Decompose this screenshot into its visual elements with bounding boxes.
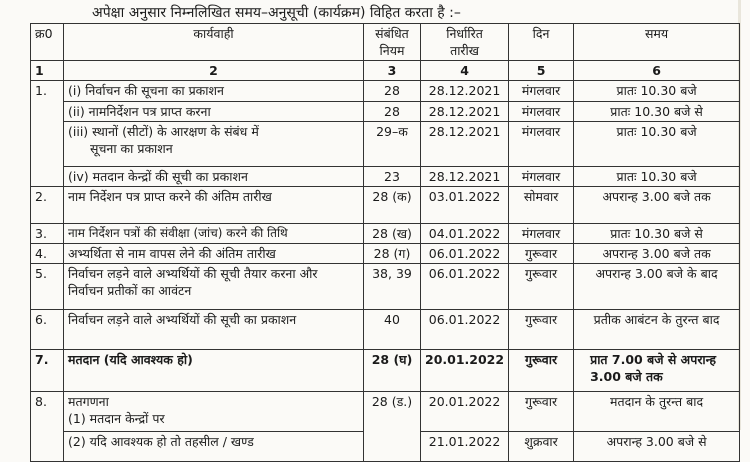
day: मंगलवार [509, 224, 574, 244]
date: 04.01.2022 [421, 224, 509, 244]
action-line1: मतगणना [68, 394, 109, 409]
serial: 4. [31, 244, 64, 264]
serial: 3. [31, 224, 64, 244]
time: अपरान्ह 3.00 बजे तक [574, 244, 740, 264]
col-num: 1 [31, 61, 64, 81]
action: मतदान (यदि आवश्यक हो) [64, 350, 364, 392]
action: (iv) मतदान केन्द्रों की सूची का प्रकाशन [64, 167, 364, 187]
header-serial: क्र0 [31, 24, 64, 61]
serial: 8. [31, 392, 64, 462]
action: (2) यदि आवश्यक हो तो तहसील / खण्ड [64, 432, 364, 462]
header-rule [364, 24, 421, 61]
schedule-table [30, 23, 740, 462]
table-row [31, 122, 740, 167]
table-row [31, 310, 740, 350]
action-line2: सूचना का प्रकाशन [90, 141, 173, 156]
date: 20.01.2022 [421, 392, 509, 432]
table-row [31, 392, 740, 432]
date: 28.12.2021 [421, 81, 509, 102]
header-day: दिन [509, 24, 574, 61]
rule: 38, 39 [364, 264, 421, 310]
time: अपरान्ह 3.00 बजे के बाद [574, 264, 740, 310]
date: 21.01.2022 [421, 432, 509, 462]
col-num: 2 [64, 61, 364, 81]
day: सोमवार [509, 187, 574, 224]
date: 03.01.2022 [421, 187, 509, 224]
day: मंगलवार [509, 102, 574, 122]
rule: 28 [364, 102, 421, 122]
col-num: 5 [509, 61, 574, 81]
time: प्रातः 10.30 बजे [574, 167, 740, 187]
day: गुरूवार [509, 244, 574, 264]
time: मतदान के तुरन्त बाद [574, 392, 740, 432]
table-row [31, 167, 740, 187]
table-row [31, 187, 740, 224]
day: शुक्रवार [509, 432, 574, 462]
header-action: कार्यवाही [64, 24, 364, 61]
table-row [31, 81, 740, 102]
time: प्रातः 10.30 बजे [574, 122, 740, 167]
time: अपरान्ह 3.00 बजे से [574, 432, 740, 462]
rule: 28 (क) [364, 187, 421, 224]
col-num: 4 [421, 61, 509, 81]
table-row [31, 264, 740, 310]
header-rule-line2: नियम [379, 43, 405, 58]
action: नाम निर्देशन पत्र प्राप्त करने की अंतिम तारीख [64, 187, 364, 224]
date: 06.01.2022 [421, 310, 509, 350]
intro-text: अपेक्षा अनुसार निम्नलिखित समय–अनुसूची (कार्यक्रम) विहित करता है :– [92, 5, 461, 21]
action-line1: (iii) स्थानों (सीटों) के आरक्षण के संबंध में [68, 124, 259, 139]
action: निर्वाचन लड़ने वाले अभ्यर्थियों की सूची तैयार करना और निर्वाचन प्रतीकों का आवंटन [64, 264, 364, 310]
time: प्रातः 10.30 बजे से [574, 102, 740, 122]
header-date-line1: निर्धारित [446, 26, 483, 41]
date: 20.01.2022 [421, 350, 509, 392]
date: 28.12.2021 [421, 102, 509, 122]
action [64, 392, 364, 432]
table-row [31, 102, 740, 122]
date: 06.01.2022 [421, 244, 509, 264]
day: मंगलवार [509, 81, 574, 102]
serial: 6. [31, 310, 64, 350]
time: अपरान्ह 3.00 बजे तक [574, 187, 740, 224]
action: अभ्यर्थिता से नाम वापस लेने की अंतिम तारीख [64, 244, 364, 264]
action: (ii) नामनिर्देशन पत्र प्राप्त करना [64, 102, 364, 122]
time: प्रात 7.00 बजे से अपरान्ह 3.00 बजे तक [574, 350, 740, 392]
serial: 1. [31, 81, 64, 187]
time: प्रातः 10.30 बजे से [574, 224, 740, 244]
header-date [421, 24, 509, 61]
serial: 5. [31, 264, 64, 310]
rule: 28 (घ) [364, 350, 421, 392]
rule: 40 [364, 310, 421, 350]
header-date-line2: तारीख [450, 43, 480, 58]
day: मंगलवार [509, 122, 574, 167]
rule: 28 (ड.) [364, 392, 421, 462]
action: नाम निर्देशन पत्रों की संवीक्षा (जांच) करने की तिथि [64, 224, 364, 244]
day: गुरूवार [509, 392, 574, 432]
date: 28.12.2021 [421, 122, 509, 167]
header-rule-line1: संबंधित [375, 26, 409, 41]
column-number-row [31, 61, 740, 81]
rule: 29–क [364, 122, 421, 167]
rule: 28 (ग) [364, 244, 421, 264]
day: मंगलवार [509, 167, 574, 187]
table-row [31, 224, 740, 244]
action-line2: (1) मतदान केन्द्रों पर [68, 411, 165, 426]
rule: 28 [364, 81, 421, 102]
day: गुरूवार [509, 264, 574, 310]
day: गुरूवार [509, 310, 574, 350]
time: प्रतीक आबंटन के तुरन्त बाद [574, 310, 740, 350]
table-row [31, 350, 740, 392]
action: (i) निर्वाचन की सूचना का प्रकाशन [64, 81, 364, 102]
date: 06.01.2022 [421, 264, 509, 310]
header-time: समय [574, 24, 740, 61]
serial: 7. [31, 350, 64, 392]
col-num: 6 [574, 61, 740, 81]
serial: 2. [31, 187, 64, 224]
header-row [31, 24, 740, 61]
action [64, 122, 364, 167]
time: प्रातः 10.30 बजे [574, 81, 740, 102]
rule: 23 [364, 167, 421, 187]
rule: 28 (ख) [364, 224, 421, 244]
table-row [31, 244, 740, 264]
col-num: 3 [364, 61, 421, 81]
date: 28.12.2021 [421, 167, 509, 187]
day: गुरूवार [509, 350, 574, 392]
action: निर्वाचन लड़ने वाले अभ्यर्थियों की सूची का प्रकाशन [64, 310, 364, 350]
